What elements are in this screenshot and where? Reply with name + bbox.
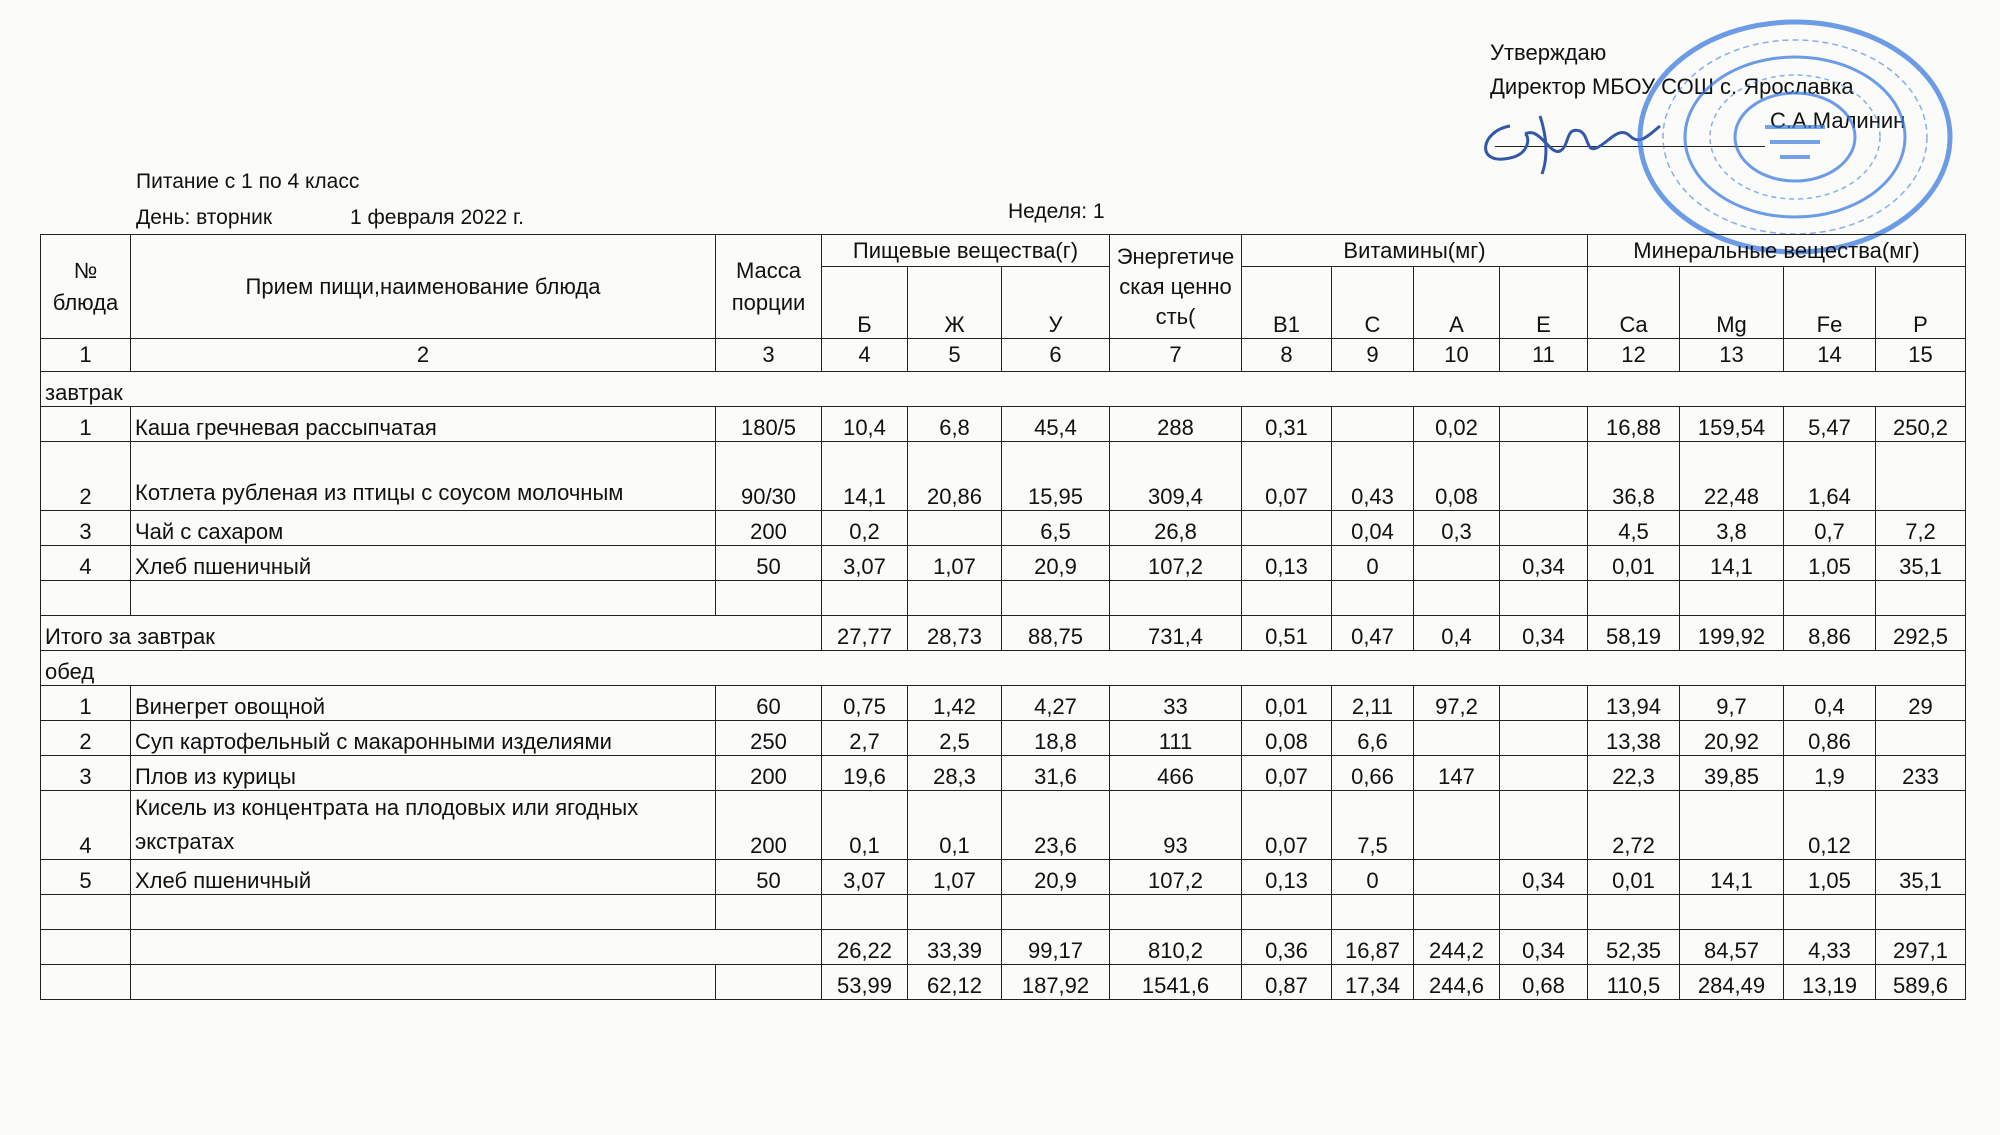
col-number: 5 xyxy=(908,339,1002,372)
dish-value: 0,01 xyxy=(1242,686,1332,721)
section-lunch xyxy=(41,651,1966,686)
grand-total-cell: 1541,6 xyxy=(1110,965,1242,1000)
col-number: 11 xyxy=(1500,339,1588,372)
dish-value xyxy=(1414,791,1500,860)
total-cell: 99,17 xyxy=(1002,930,1110,965)
dish-mass: 200 xyxy=(716,791,822,860)
dish-value xyxy=(1876,721,1966,756)
dish-mass: 200 xyxy=(716,756,822,791)
dish-value: 1,07 xyxy=(908,860,1002,895)
col-name: Прием пищи,наименование блюда xyxy=(131,235,716,339)
dish-value: 14,1 xyxy=(1680,546,1784,581)
total-cell: 16,87 xyxy=(1332,930,1414,965)
dish-value: 14,1 xyxy=(822,442,908,511)
dish-number: 4 xyxy=(41,546,131,581)
col-number: 13 xyxy=(1680,339,1784,372)
dish-value xyxy=(1414,721,1500,756)
col-vitamins: Витамины(мг) xyxy=(1242,235,1588,267)
grand-total-cell: 13,19 xyxy=(1784,965,1876,1000)
col-number: 1 xyxy=(41,339,131,372)
dish-mass: 250 xyxy=(716,721,822,756)
dish-value: 15,95 xyxy=(1002,442,1110,511)
lunch-total-row xyxy=(41,930,1966,965)
total-cell: 0,4 xyxy=(1414,616,1500,651)
column-number-row xyxy=(41,339,1966,372)
dish-value xyxy=(1242,511,1332,546)
dish-value: 10,4 xyxy=(822,407,908,442)
dish-name: Чай с сахаром xyxy=(131,511,716,546)
dish-value: 13,38 xyxy=(1588,721,1680,756)
col-number: 2 xyxy=(131,339,716,372)
dish-number: 1 xyxy=(41,407,131,442)
grand-total-cell: 244,6 xyxy=(1414,965,1500,1000)
dish-value: 6,6 xyxy=(1332,721,1414,756)
dish-value: 0,13 xyxy=(1242,546,1332,581)
dish-value: 3,07 xyxy=(822,546,908,581)
dish-value: 36,8 xyxy=(1588,442,1680,511)
total-cell: 199,92 xyxy=(1680,616,1784,651)
dish-name: Кисель из концентрата на плодовых или ягодных экстратах xyxy=(131,791,716,860)
dish-value: 0,04 xyxy=(1332,511,1414,546)
dish-value xyxy=(1414,860,1500,895)
dish-value: 93 xyxy=(1110,791,1242,860)
dish-value: 107,2 xyxy=(1110,860,1242,895)
dish-value: 0,3 xyxy=(1414,511,1500,546)
dish-value: 7,5 xyxy=(1332,791,1414,860)
grand-total-cell: 0,87 xyxy=(1242,965,1332,1000)
dish-value: 19,6 xyxy=(822,756,908,791)
dish-row xyxy=(41,791,1966,860)
total-cell: 26,22 xyxy=(822,930,908,965)
dish-number: 1 xyxy=(41,686,131,721)
col-number: 10 xyxy=(1414,339,1500,372)
dish-value: 0,43 xyxy=(1332,442,1414,511)
dish-value: 1,05 xyxy=(1784,860,1876,895)
dish-value: 2,72 xyxy=(1588,791,1680,860)
dish-value: 22,3 xyxy=(1588,756,1680,791)
dish-value: 35,1 xyxy=(1876,546,1966,581)
dish-value: 4,5 xyxy=(1588,511,1680,546)
total-cell: 731,4 xyxy=(1110,616,1242,651)
dish-mass: 180/5 xyxy=(716,407,822,442)
dish-value: 0,66 xyxy=(1332,756,1414,791)
dish-value: 45,4 xyxy=(1002,407,1110,442)
dish-mass: 60 xyxy=(716,686,822,721)
dish-number: 2 xyxy=(41,721,131,756)
dish-value: 0,1 xyxy=(908,791,1002,860)
col-b: Б xyxy=(822,267,908,339)
col-number: 8 xyxy=(1242,339,1332,372)
approval-title: Утверждаю xyxy=(1490,40,1607,65)
total-cell: 52,35 xyxy=(1588,930,1680,965)
total-cell: 8,86 xyxy=(1784,616,1876,651)
dish-value xyxy=(1332,407,1414,442)
section-breakfast xyxy=(41,372,1966,407)
dish-value: 0,07 xyxy=(1242,442,1332,511)
date-label: 1 февраля 2022 г. xyxy=(350,206,524,229)
dish-row xyxy=(41,442,1966,511)
dish-value: 0,01 xyxy=(1588,546,1680,581)
dish-value: 31,6 xyxy=(1002,756,1110,791)
dish-value: 0,4 xyxy=(1784,686,1876,721)
dish-row xyxy=(41,511,1966,546)
dish-name: Хлеб пшеничный xyxy=(131,546,716,581)
total-cell: 27,77 xyxy=(822,616,908,651)
dish-value: 29 xyxy=(1876,686,1966,721)
dish-value xyxy=(1414,546,1500,581)
dish-value: 0,02 xyxy=(1414,407,1500,442)
dish-row xyxy=(41,721,1966,756)
dish-value: 1,07 xyxy=(908,546,1002,581)
col-fe: Fe xyxy=(1784,267,1876,339)
total-cell: 0,34 xyxy=(1500,930,1588,965)
dish-name: Котлета рубленая из птицы с соусом молочным xyxy=(131,442,716,511)
col-number: 12 xyxy=(1588,339,1680,372)
section-label: завтрак xyxy=(41,372,1966,407)
grand-total-row xyxy=(41,965,1966,1000)
total-cell: 292,5 xyxy=(1876,616,1966,651)
dish-row xyxy=(41,860,1966,895)
dish-value: 6,5 xyxy=(1002,511,1110,546)
dish-value: 23,6 xyxy=(1002,791,1110,860)
dish-number: 3 xyxy=(41,756,131,791)
dish-value: 4,27 xyxy=(1002,686,1110,721)
dish-value xyxy=(1500,686,1588,721)
col-mass: Масса порции xyxy=(716,235,822,339)
dish-value: 26,8 xyxy=(1110,511,1242,546)
dish-value: 309,4 xyxy=(1110,442,1242,511)
dish-value: 1,64 xyxy=(1784,442,1876,511)
dish-value: 14,1 xyxy=(1680,860,1784,895)
grand-total-cell: 187,92 xyxy=(1002,965,1110,1000)
day-label: День: вторник xyxy=(136,206,273,229)
dish-value xyxy=(1500,442,1588,511)
breakfast-total-row xyxy=(41,616,1966,651)
dish-number: 3 xyxy=(41,511,131,546)
dish-value: 2,5 xyxy=(908,721,1002,756)
dish-value xyxy=(1876,791,1966,860)
total-cell: 0,34 xyxy=(1500,616,1588,651)
dish-name: Хлеб пшеничный xyxy=(131,860,716,895)
total-cell: 84,57 xyxy=(1680,930,1784,965)
dish-value: 39,85 xyxy=(1680,756,1784,791)
dish-number: 4 xyxy=(41,791,131,860)
grand-total-cell: 17,34 xyxy=(1332,965,1414,1000)
grand-total-cell: 0,68 xyxy=(1500,965,1588,1000)
dish-value: 3,07 xyxy=(822,860,908,895)
director-name: С.А.Малинин xyxy=(1770,108,1906,133)
dish-number: 5 xyxy=(41,860,131,895)
dish-value: 18,8 xyxy=(1002,721,1110,756)
total-cell: 58,19 xyxy=(1588,616,1680,651)
dish-value: 20,9 xyxy=(1002,546,1110,581)
grand-total-cell: 53,99 xyxy=(822,965,908,1000)
dish-mass: 90/30 xyxy=(716,442,822,511)
grand-total-cell: 62,12 xyxy=(908,965,1002,1000)
dish-value: 233 xyxy=(1876,756,1966,791)
dish-value xyxy=(1500,791,1588,860)
dish-value xyxy=(1500,721,1588,756)
dish-value: 111 xyxy=(1110,721,1242,756)
col-number: 7 xyxy=(1110,339,1242,372)
total-cell: 0,47 xyxy=(1332,616,1414,651)
section-label: обед xyxy=(41,651,1966,686)
dish-value: 0,86 xyxy=(1784,721,1876,756)
dish-value: 9,7 xyxy=(1680,686,1784,721)
col-energy: Энергетическая ценность( xyxy=(1110,235,1242,339)
col-number: 9 xyxy=(1332,339,1414,372)
dish-value: 0,07 xyxy=(1242,756,1332,791)
col-number: 6 xyxy=(1002,339,1110,372)
dish-name: Каша гречневая рассыпчатая xyxy=(131,407,716,442)
dish-row xyxy=(41,407,1966,442)
col-minerals: Минеральные вещества(мг) xyxy=(1588,235,1966,267)
total-cell: 33,39 xyxy=(908,930,1002,965)
col-u: У xyxy=(1002,267,1110,339)
dish-number: 2 xyxy=(41,442,131,511)
menu-table xyxy=(40,234,1966,1000)
dish-value: 0,12 xyxy=(1784,791,1876,860)
grand-total-cell: 110,5 xyxy=(1588,965,1680,1000)
dish-row xyxy=(41,756,1966,791)
dish-value xyxy=(1680,791,1784,860)
total-cell: 4,33 xyxy=(1784,930,1876,965)
dish-value: 0 xyxy=(1332,546,1414,581)
dish-value: 0,13 xyxy=(1242,860,1332,895)
col-mg: Mg xyxy=(1680,267,1784,339)
dish-value: 0,08 xyxy=(1414,442,1500,511)
total-cell: 28,73 xyxy=(908,616,1002,651)
dish-value: 3,8 xyxy=(1680,511,1784,546)
dish-value: 159,54 xyxy=(1680,407,1784,442)
dish-row xyxy=(41,686,1966,721)
dish-value: 35,1 xyxy=(1876,860,1966,895)
dish-value xyxy=(1876,442,1966,511)
total-cell: 810,2 xyxy=(1110,930,1242,965)
dish-value xyxy=(908,511,1002,546)
col-c: С xyxy=(1332,267,1414,339)
dish-name: Суп картофельный с макаронными изделиями xyxy=(131,721,716,756)
col-e: Е xyxy=(1500,267,1588,339)
col-number: 14 xyxy=(1784,339,1876,372)
dish-value: 5,47 xyxy=(1784,407,1876,442)
dish-value: 28,3 xyxy=(908,756,1002,791)
dish-value: 288 xyxy=(1110,407,1242,442)
dish-value: 107,2 xyxy=(1110,546,1242,581)
header-row-1 xyxy=(41,235,1966,267)
dish-name: Винегрет овощной xyxy=(131,686,716,721)
col-num: № блюда xyxy=(41,235,131,339)
dish-mass: 50 xyxy=(716,546,822,581)
dish-value: 0,07 xyxy=(1242,791,1332,860)
total-cell: 297,1 xyxy=(1876,930,1966,965)
col-a: А xyxy=(1414,267,1500,339)
total-cell: 0,51 xyxy=(1242,616,1332,651)
dish-value: 22,48 xyxy=(1680,442,1784,511)
dish-value: 1,42 xyxy=(908,686,1002,721)
dish-row xyxy=(41,546,1966,581)
week-label: Неделя: 1 xyxy=(1008,200,1105,223)
dish-mass: 200 xyxy=(716,511,822,546)
dish-value: 13,94 xyxy=(1588,686,1680,721)
col-ca: Ca xyxy=(1588,267,1680,339)
dish-value: 97,2 xyxy=(1414,686,1500,721)
dish-value: 0,2 xyxy=(822,511,908,546)
empty-row xyxy=(41,895,1966,930)
dish-value: 0 xyxy=(1332,860,1414,895)
total-cell: 0,36 xyxy=(1242,930,1332,965)
dish-value: 0,7 xyxy=(1784,511,1876,546)
dish-value: 250,2 xyxy=(1876,407,1966,442)
dish-value xyxy=(1500,407,1588,442)
dish-value: 0,34 xyxy=(1500,860,1588,895)
dish-value: 20,86 xyxy=(908,442,1002,511)
total-cell: 244,2 xyxy=(1414,930,1500,965)
dish-value: 2,11 xyxy=(1332,686,1414,721)
dish-value: 0,01 xyxy=(1588,860,1680,895)
col-p: P xyxy=(1876,267,1966,339)
dish-value: 0,75 xyxy=(822,686,908,721)
director-title: Директор МБОУ СОШ с. Ярославка xyxy=(1490,74,1854,99)
stamp-seal xyxy=(1630,12,1960,262)
dish-value: 20,92 xyxy=(1680,721,1784,756)
col-number: 15 xyxy=(1876,339,1966,372)
dish-value: 0,31 xyxy=(1242,407,1332,442)
dish-value xyxy=(1500,511,1588,546)
total-label: Итого за завтрак xyxy=(41,616,822,651)
col-number: 3 xyxy=(716,339,822,372)
dish-value: 20,9 xyxy=(1002,860,1110,895)
dish-value: 16,88 xyxy=(1588,407,1680,442)
dish-value: 0,1 xyxy=(822,791,908,860)
dish-value: 0,08 xyxy=(1242,721,1332,756)
col-number: 4 xyxy=(822,339,908,372)
dish-value: 1,05 xyxy=(1784,546,1876,581)
dish-value: 2,7 xyxy=(822,721,908,756)
dish-value xyxy=(1500,756,1588,791)
empty-row xyxy=(41,581,1966,616)
dish-value: 6,8 xyxy=(908,407,1002,442)
dish-name: Плов из курицы xyxy=(131,756,716,791)
dish-value: 33 xyxy=(1110,686,1242,721)
col-nutrients: Пищевые вещества(г) xyxy=(822,235,1110,267)
grand-total-cell: 284,49 xyxy=(1680,965,1784,1000)
dish-value: 0,34 xyxy=(1500,546,1588,581)
dish-value: 466 xyxy=(1110,756,1242,791)
dish-value: 147 xyxy=(1414,756,1500,791)
grand-total-cell: 589,6 xyxy=(1876,965,1966,1000)
dish-value: 7,2 xyxy=(1876,511,1966,546)
col-b1: В1 xyxy=(1242,267,1332,339)
dish-mass: 50 xyxy=(716,860,822,895)
dish-value: 1,9 xyxy=(1784,756,1876,791)
col-zh: Ж xyxy=(908,267,1002,339)
total-cell: 88,75 xyxy=(1002,616,1110,651)
class-title: Питание с 1 по 4 класс xyxy=(136,170,360,193)
